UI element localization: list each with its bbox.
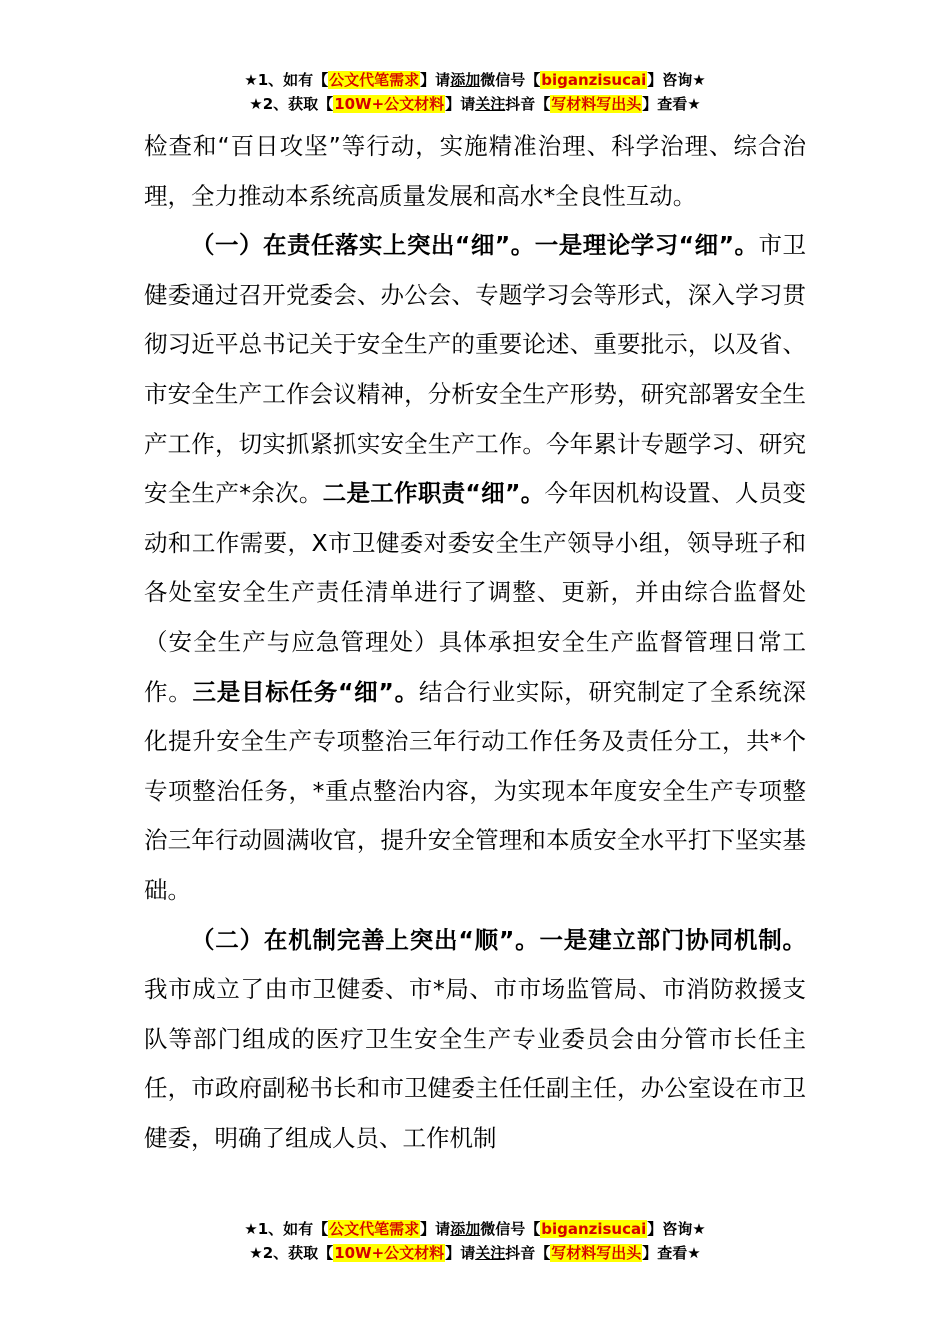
highlight-materials: 10W+公文材料 [334,95,445,113]
banner-line-2: ★2、获取【10W+公文材料】请关注抖音【写材料写出头】查看★ [249,1244,701,1262]
paragraph-1: 检查和“百日攻坚”等行动，实施精准治理、科学治理、综合治理，全力推动本系统高质量发展和高水*全良性互动。 [144,132,806,210]
paragraph-3: （二）在机制完善上突出“顺”。一是建立部门协同机制。我市成立了由市卫健委、市*局、市市场监管局、市消防救援支队等部门组成的医疗卫生安全生产专业委员会由分管市长任主任，市政府副秘书长和市卫健委主任任副主任，办公室设在市卫健委，明确了组成人员、工作机制 [144,925,806,1152]
highlight-service: 公文代笔需求 [329,71,420,89]
paragraph-2: （一）在责任落实上突出“细”。一是理论学习“细”。市卫健委通过召开党委会、办公会、专题学习会等形式，深入学习贯彻习近平总书记关于安全生产的重要论述、重要批示，以及省、市安全生产工作会议精神，分析安全生产形势，研究部署安全生产工作，切实抓紧抓实安全生产工作。今年累计专题学习、研究安全生产*余次。二是工作职责“细”。今年因机构设置、人员变动和工作需要，X市卫健委对委安全生产领导小组，领导班子和各处室安全生产责任清单进行了调整、更新，并由综合监督处（安全生产与应急管理处）具体承担安全生产监督管理日常工作。三是目标任务“细”。结合行业实际，研究制定了全系统深化提升安全生产专项整治三年行动工作任务及责任分工，共*个专项整治任务，*重点整治内容，为实现本年度安全生产专项整治三年行动圆满收官，提升安全管理和本质安全水平打下坚实基础。 [144,231,807,904]
highlight-wechat-id: biganzisucai [541,1220,647,1238]
heading-duties: 二是工作职责“细”。 [322,479,545,508]
banner-line-2: ★2、获取【10W+公文材料】请关注抖音【写材料写出头】查看★ [249,95,701,113]
banner-line-1: ★1、如有【公文代笔需求】请添加微信号【biganzisucai】咨询★ [244,71,706,89]
heading-responsibility: （一）在责任落实上突出“细”。一是理论学习“细”。 [191,231,759,260]
heading-targets: 三是目标任务“细”。 [192,677,419,706]
heading-mechanism: （二）在机制完善上突出“顺”。一是建立部门协同机制。 [191,925,806,954]
highlight-douyin: 写材料写出头 [551,95,642,113]
highlight-douyin: 写材料写出头 [551,1244,642,1262]
highlight-wechat-id: biganzisucai [541,71,647,89]
promo-banner-bottom [0,1217,950,1265]
highlight-service: 公文代笔需求 [329,1220,420,1238]
highlight-materials: 10W+公文材料 [334,1244,445,1262]
promo-banner-top [0,68,950,116]
banner-line-1: ★1、如有【公文代笔需求】请添加微信号【biganzisucai】咨询★ [244,1220,706,1238]
document-body [144,122,806,1163]
